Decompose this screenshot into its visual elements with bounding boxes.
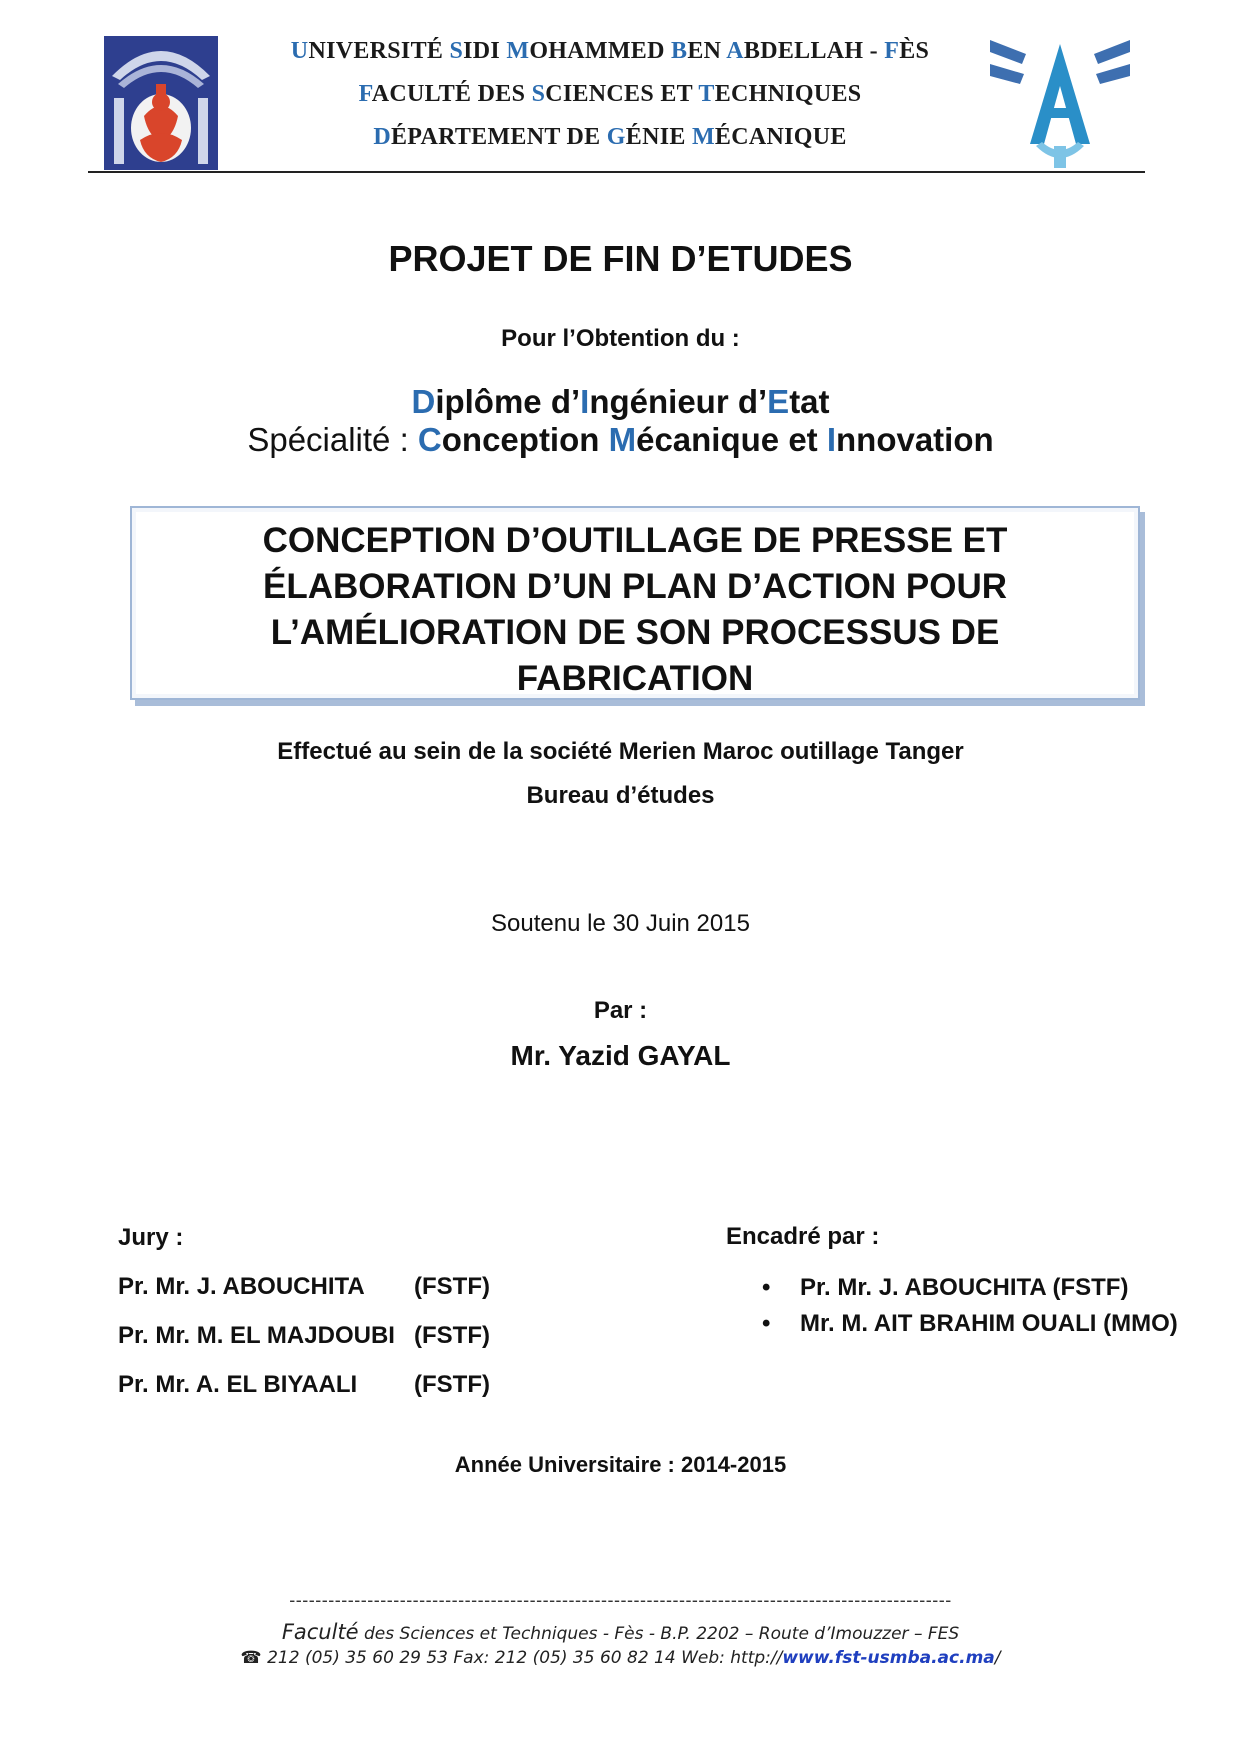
jury-member (118, 1371, 357, 1399)
bureau-line: Bureau d’études (526, 782, 715, 809)
footer-address (0, 1620, 1241, 1644)
obtention-label: Pour l’Obtention du : (501, 325, 740, 352)
accent-initial: D (373, 124, 391, 150)
accent-initial: M (506, 38, 530, 64)
jury-member-org: (FSTF) (414, 1322, 490, 1349)
faculty-name (230, 81, 990, 108)
title-line: CONCEPTION D’OUTILLAGE DE PRESSE ET (262, 521, 1008, 560)
text-segment: ÉPARTEMENT DE (390, 124, 607, 150)
jury-member-name: Pr. Mr. J. ABOUCHITA (118, 1273, 365, 1300)
specialty-name (418, 421, 994, 458)
jury-member-org: (FSTF) (414, 1273, 490, 1300)
accent-initial: I (826, 421, 836, 458)
text-segment: ACULTÉ DES (371, 81, 532, 107)
text-segment: BDELLAH - (743, 38, 885, 64)
diploma-title (0, 383, 1241, 421)
footer-faculty: Faculté (281, 1620, 359, 1644)
accent-initial: E (767, 383, 790, 420)
jury-member-org: (FSTF) (414, 1371, 490, 1398)
text-segment: iplôme d’ (435, 383, 581, 420)
accent-initial: S (531, 81, 546, 107)
title-line: L’AMÉLIORATION DE SON PROCESSUS DE (270, 613, 1000, 652)
text-segment: écanique et (636, 421, 827, 458)
author-name: Mr. Yazid GAYAL (510, 1040, 731, 1071)
university-logo (104, 36, 218, 170)
specialty-label: Spécialité : (247, 421, 418, 458)
supervisor-item: Mr. M. AIT BRAHIM OUALI (MMO) (800, 1310, 1178, 1337)
text-segment: ECHNIQUES (714, 81, 862, 107)
accent-initial: A (726, 38, 744, 64)
title-line: ÉLABORATION D’UN PLAN D’ACTION POUR (262, 567, 1008, 606)
text-segment: NIVERSITÉ (308, 38, 450, 64)
bullet-icon: • (762, 1310, 771, 1337)
accent-initial: G (606, 124, 626, 150)
jury-member-name: Pr. Mr. A. EL BIYAALI (118, 1371, 358, 1398)
text-segment: nnovation (836, 421, 994, 458)
header-divider (88, 171, 1145, 173)
text-segment: IDI (463, 38, 507, 64)
defense-date: Soutenu le 30 Juin 2015 (491, 910, 750, 937)
accent-initial: F (884, 38, 900, 64)
specialty-line (0, 421, 1241, 459)
company-line: Effectué au sein de la société Merien Maroc outillage Tanger (277, 738, 964, 765)
phone-icon: ☎ (240, 1648, 262, 1668)
accent-initial: B (671, 38, 688, 64)
footer-phone: 212 (05) 35 60 29 53 Fax: 212 (05) 35 60 82 14 Web: http:// (261, 1648, 783, 1668)
footer-address-text: des Sciences et Techniques - Fès - B.P. 2202 – Route d’Imouzzer – FES (358, 1624, 960, 1644)
department-name (230, 124, 990, 151)
text-segment: EN (687, 38, 727, 64)
accent-initial: T (698, 81, 715, 107)
faculty-logo (986, 34, 1134, 170)
text-segment: onception (441, 421, 609, 458)
text-segment: ÈS (899, 38, 930, 64)
accent-initial: I (580, 383, 590, 420)
jury-member (118, 1273, 365, 1301)
jury-label: Jury : (118, 1224, 184, 1251)
supervisor-item: Pr. Mr. J. ABOUCHITA (FSTF) (800, 1274, 1129, 1301)
text-segment: CIENCES ET (545, 81, 699, 107)
footer-end: / (994, 1648, 1001, 1668)
academic-year: Année Universitaire : 2014-2015 (454, 1452, 787, 1477)
accent-initial: D (411, 383, 436, 420)
accent-initial: F (358, 81, 372, 107)
text-segment: tat (789, 383, 830, 420)
bullet-icon: • (762, 1274, 771, 1301)
text-segment: ÉNIE (625, 124, 692, 150)
text-segment: OHAMMED (529, 38, 672, 64)
footer-contact (0, 1648, 1241, 1668)
footer-website-link[interactable]: www.fst-usmba.ac.ma (782, 1648, 995, 1668)
thesis-title (132, 518, 1138, 702)
thesis-title-box (130, 506, 1140, 700)
text-segment: ngénieur d’ (589, 383, 768, 420)
accent-initial: M (691, 124, 715, 150)
accent-initial: U (290, 38, 309, 64)
title-line: FABRICATION (516, 659, 754, 698)
text-segment: ÉCANIQUE (714, 124, 847, 150)
by-label: Par : (593, 997, 648, 1024)
jury-member-name: Pr. Mr. M. EL MAJDOUBI (118, 1322, 395, 1349)
footer-divider: ------------------------------------------------------------------------------------------------------ (289, 1590, 952, 1610)
university-name (230, 38, 990, 65)
accent-initial: S (449, 38, 464, 64)
accent-initial: M (608, 421, 637, 458)
supervisors-label: Encadré par : (726, 1223, 880, 1250)
jury-member (118, 1322, 395, 1350)
document-type: PROJET DE FIN D’ETUDES (388, 238, 853, 279)
accent-initial: C (417, 421, 442, 458)
